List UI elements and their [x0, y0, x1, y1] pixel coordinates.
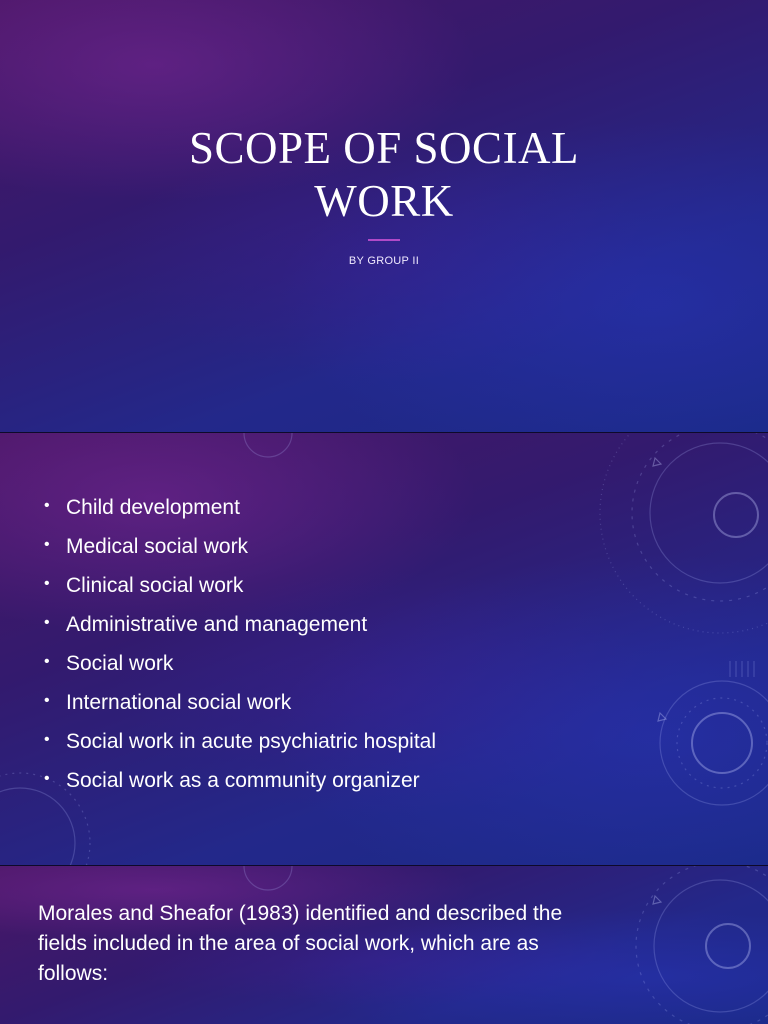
title-line-1: SCOPE OF SOCIAL: [188, 123, 580, 173]
bullet-marker: •: [44, 497, 50, 514]
title-slide: [0, 0, 768, 432]
list-item: [44, 488, 436, 527]
list-item: [44, 644, 436, 683]
list-item: [44, 566, 436, 605]
bullet-slide: [0, 433, 768, 865]
list-item-text: Social work: [66, 652, 174, 675]
bullet-marker: •: [44, 731, 50, 748]
intro-paragraph: [38, 899, 638, 989]
list-item-text: Medical social work: [66, 535, 249, 558]
paragraph-line: follows:: [38, 962, 109, 985]
list-item: [44, 722, 436, 761]
paragraph-slide: [0, 866, 768, 1024]
list-item-text: International social work: [66, 691, 292, 714]
list-item: [44, 761, 436, 800]
list-item-text: Social work as a community organizer: [66, 769, 420, 792]
list-item: [44, 683, 436, 722]
list-item-text: Social work in acute psychiatric hospital: [66, 730, 437, 753]
slide-title: [84, 122, 684, 228]
bullet-marker: •: [44, 770, 50, 787]
slide-subtitle: BY GROUP II: [348, 255, 420, 267]
bullet-marker: •: [44, 692, 50, 709]
paragraph-line: Morales and Sheafor (1983) identified and described the: [38, 902, 563, 925]
bullet-marker: •: [44, 575, 50, 592]
list-item-text: Administrative and management: [66, 613, 368, 636]
list-item: [44, 527, 436, 566]
list-item-text: Child development: [66, 496, 240, 519]
paragraph-line: fields included in the area of social work, which are as: [38, 932, 539, 955]
bullet-marker: •: [44, 614, 50, 631]
title-accent-rule: [368, 239, 400, 241]
list-item-text: Clinical social work: [66, 574, 244, 597]
bullet-marker: •: [44, 653, 50, 670]
title-line-2: WORK: [314, 176, 454, 226]
list-item: [44, 605, 436, 644]
bullet-list: [44, 488, 436, 800]
bullet-marker: •: [44, 536, 50, 553]
